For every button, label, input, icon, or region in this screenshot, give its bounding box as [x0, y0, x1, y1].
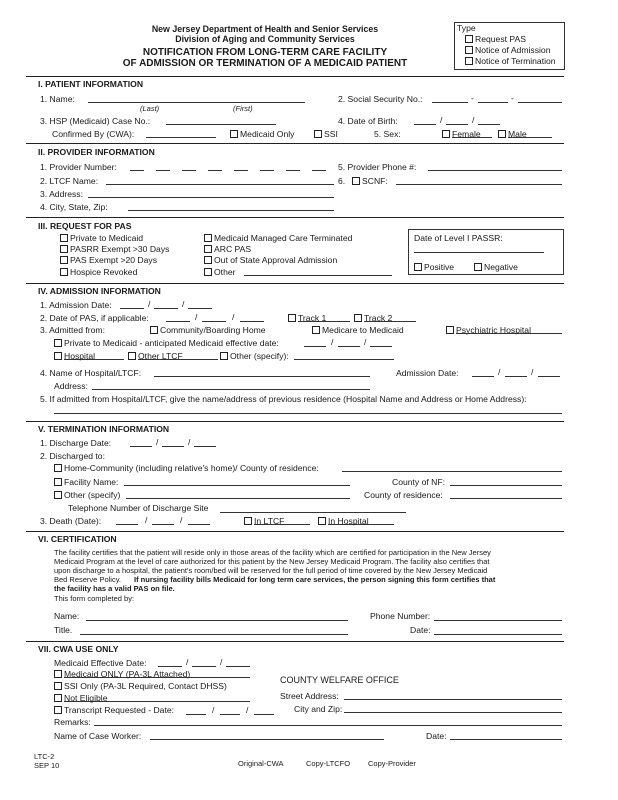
- cert-title-field[interactable]: [80, 634, 348, 635]
- dob-day[interactable]: [446, 124, 468, 125]
- checkbox[interactable]: [230, 130, 238, 138]
- admitted-other-field[interactable]: [294, 359, 394, 360]
- divider: [26, 217, 564, 218]
- passr-date-label: Date of Level I PASSR:: [414, 233, 503, 243]
- admitted-medicare[interactable]: Medicare to Medicaid: [312, 325, 404, 335]
- facility-name-field[interactable]: [124, 485, 350, 486]
- section-heading-certification: VI. CERTIFICATION: [38, 534, 117, 544]
- hsp-field[interactable]: [166, 124, 276, 125]
- passr-negative[interactable]: Negative: [474, 262, 518, 272]
- cert-date-field[interactable]: [434, 634, 562, 635]
- form-title-line2: OF ADMISSION OR TERMINATION OF A MEDICAID PATIENT: [122, 58, 408, 69]
- cert-name-label: Name:: [54, 611, 80, 621]
- admitted-other-specify[interactable]: Other (specify):: [220, 351, 289, 361]
- cwa-city-field[interactable]: [344, 712, 562, 713]
- dob-month[interactable]: [414, 124, 436, 125]
- city-state-zip-field[interactable]: [128, 210, 334, 211]
- scnf-option[interactable]: SCNF:: [352, 176, 388, 186]
- address-field[interactable]: [88, 197, 334, 198]
- copy-provider: Copy-Provider: [368, 759, 416, 768]
- divider: [26, 641, 564, 642]
- department-name: New Jersey Department of Health and Senior Services: [151, 24, 379, 34]
- cert-phone-label: Phone Number:: [370, 611, 431, 621]
- divider: [26, 143, 564, 144]
- track2-option[interactable]: Track 2: [354, 313, 392, 323]
- ltcf-name-label: 2. LTCF Name:: [40, 176, 99, 186]
- name-field[interactable]: [88, 102, 305, 103]
- checkbox[interactable]: [352, 177, 360, 185]
- divider: [26, 283, 564, 284]
- cert-name-field[interactable]: [86, 620, 348, 621]
- discharge-date-label: 1. Discharge Date:: [40, 438, 112, 448]
- sex-male-option[interactable]: Male: [498, 129, 527, 139]
- certification-text-4a: Bed Reserve Policy.: [54, 575, 121, 584]
- passr-date-field[interactable]: [414, 252, 544, 253]
- pas-exempt-20[interactable]: PAS Exempt >20 Days: [60, 255, 157, 265]
- copy-original: Original-CWA: [238, 759, 284, 768]
- county-residence-label: County of residence:: [364, 490, 443, 500]
- type-notice-admission[interactable]: Notice of Admission: [465, 45, 550, 55]
- certification-text-2: Medicaid Program at the level of care authorized for this patient by the New Jersey Medicaid Program. The facility also certifies that: [54, 557, 490, 566]
- ssn-field-3[interactable]: [518, 102, 562, 103]
- admitted-hospital[interactable]: Hospital: [54, 351, 95, 361]
- first-caption: (First): [233, 104, 253, 113]
- passr-positive[interactable]: Positive: [414, 262, 454, 272]
- checkbox[interactable]: [314, 130, 322, 138]
- divider: [26, 421, 564, 422]
- death-date-label: 3. Death (Date):: [40, 516, 102, 526]
- cwa-effective-date-label: Medicaid Effective Date:: [54, 658, 147, 668]
- pas-private-to-medicaid[interactable]: Private to Medicaid: [60, 233, 143, 243]
- ssn-field-1[interactable]: [432, 102, 468, 103]
- section-heading-termination: V. TERMINATION INFORMATION: [38, 424, 170, 434]
- previous-residence-label: 5. If admitted from Hospital/LTCF, give the name/address of previous residence (Hospital Name and Address or Home Address):: [40, 394, 527, 404]
- home-county-field[interactable]: [342, 471, 562, 472]
- discharged-to-label: 2. Discharged to:: [40, 451, 105, 461]
- admitted-community[interactable]: Community/Boarding Home: [150, 325, 266, 335]
- divider: [26, 531, 564, 532]
- pas-other[interactable]: Other: [204, 267, 236, 277]
- cwa-date-field[interactable]: [450, 739, 562, 740]
- divider: [26, 76, 564, 77]
- section-heading-admission: IV. ADMISSION INFORMATION: [38, 286, 161, 296]
- cwa-street-label: Street Address:: [280, 691, 339, 701]
- case-worker-label: Name of Case Worker:: [54, 731, 142, 741]
- pas-other-field[interactable]: [244, 275, 392, 276]
- pas-pasrr-exempt[interactable]: PASRR Exempt >30 Days: [60, 244, 169, 254]
- discharged-other[interactable]: Other (specify): [54, 490, 120, 500]
- pas-out-of-state[interactable]: Out of State Approval Admission: [204, 255, 337, 265]
- sex-label: 5. Sex:: [374, 129, 401, 139]
- checkbox[interactable]: [465, 46, 473, 54]
- hospital-ltcf-name-label: 4. Name of Hospital/LTCF:: [40, 368, 142, 378]
- type-label: Type: [457, 23, 476, 33]
- type-notice-termination[interactable]: Notice of Termination: [465, 56, 556, 66]
- provider-number-label: 1. Provider Number:: [40, 162, 117, 172]
- provider-phone-field[interactable]: [428, 170, 562, 171]
- cwa-medicaid-only[interactable]: Medicaid ONLY (PA-3L Attached): [54, 669, 190, 679]
- county-residence-field[interactable]: [450, 498, 562, 499]
- admission-date-label-2: Admission Date:: [396, 368, 459, 378]
- address-label: 3. Address:: [40, 189, 83, 199]
- cwa-not-eligible[interactable]: Not Eligible: [54, 693, 107, 703]
- medicaid-only-option[interactable]: Medicaid Only: [230, 129, 294, 139]
- county-nf-field[interactable]: [450, 485, 562, 486]
- death-in-ltcf[interactable]: In LTCF: [244, 516, 284, 526]
- certification-text-4b: If nursing facility bills Medicaid for long term care services, the person signing this form certifies that: [134, 575, 496, 584]
- ssi-option[interactable]: SSI: [314, 129, 338, 139]
- discharge-phone-label: Telephone Number of Discharge Site: [68, 503, 209, 513]
- section-heading-provider: II. PROVIDER INFORMATION: [38, 147, 155, 157]
- cwa-confirm-label: Confirmed By (CWA):: [52, 129, 135, 139]
- completed-by-label: This form completed by:: [54, 594, 135, 603]
- discharged-other-field[interactable]: [126, 498, 350, 499]
- division-name: Division of Aging and Community Services: [175, 34, 355, 44]
- pas-arc[interactable]: ARC PAS: [204, 244, 251, 254]
- previous-residence-field[interactable]: [54, 413, 562, 414]
- discharged-home[interactable]: Home-Community (including relative's home)/ County of residence:: [54, 463, 319, 473]
- checkbox[interactable]: [465, 35, 473, 43]
- discharge-phone-field[interactable]: [220, 512, 406, 513]
- admitted-other-ltcf[interactable]: Other LTCF: [128, 351, 183, 361]
- remarks-label: Remarks:: [54, 717, 91, 727]
- cert-date-label: Date:: [410, 625, 431, 635]
- discharged-facility[interactable]: Facility Name:: [54, 477, 118, 487]
- hospital-address-field[interactable]: [92, 389, 370, 390]
- city-state-zip-label: 4. City, State, Zip:: [40, 202, 108, 212]
- section-heading-cwa: VII. CWA USE ONLY: [38, 644, 119, 654]
- track1-option[interactable]: Track 1: [288, 313, 326, 323]
- county-welfare-office-label: COUNTY WELFARE OFFICE: [280, 675, 399, 685]
- death-in-hospital[interactable]: In Hospital: [318, 516, 369, 526]
- ssn-field-2[interactable]: [478, 102, 508, 103]
- checkbox[interactable]: [498, 130, 506, 138]
- last-caption: (Last): [140, 104, 160, 113]
- remarks-field[interactable]: [94, 725, 562, 726]
- cwa-ssi-only[interactable]: SSI Only (PA-3L Required, Contact DHSS): [54, 681, 227, 691]
- case-worker-field[interactable]: [150, 739, 384, 740]
- type-request-pas[interactable]: Request PAS: [465, 34, 526, 44]
- hospital-address-label: Address:: [54, 381, 88, 391]
- hsp-label: 3. HSP (Medicaid) Case No.:: [40, 116, 151, 126]
- provider-phone-label: 5. Provider Phone #:: [338, 162, 417, 172]
- copy-ltcfo: Copy-LTCFO: [306, 759, 351, 768]
- name-label: 1. Name:: [40, 94, 75, 104]
- section-heading-patient: I. PATIENT INFORMATION: [38, 79, 144, 89]
- hospital-ltcf-name-field[interactable]: [154, 376, 370, 377]
- pas-hospice-revoked[interactable]: Hospice Revoked: [60, 267, 137, 277]
- checkbox[interactable]: [465, 57, 473, 65]
- pas-date-label: 2. Date of PAS, if applicable:: [40, 313, 149, 323]
- pas-managed-care-terminated[interactable]: Medicaid Managed Care Terminated: [204, 233, 352, 243]
- cert-phone-field[interactable]: [434, 620, 562, 621]
- section-heading-request-pas: III. REQUEST FOR PAS: [38, 221, 132, 231]
- ltcf-name-field[interactable]: [106, 184, 334, 185]
- admission-date-label: 1. Admission Date:: [40, 300, 112, 310]
- form-title-line1: NOTIFICATION FROM LONG-TERM CARE FACILITY: [142, 47, 388, 58]
- admitted-psychiatric[interactable]: Psychiatric Hospital: [446, 325, 531, 335]
- form-number: LTC-2: [34, 752, 55, 761]
- certification-text-1: The facility certifies that the patient will reside only in those areas of the facility which are certified for participation in the New Jersey: [54, 548, 491, 557]
- certification-text-5: the facility has a valid PAS on file.: [54, 584, 175, 593]
- scnf-number: 6.: [338, 176, 346, 186]
- admitted-private-medicaid[interactable]: Private to Medicaid - anticipated Medicaid effective date:: [54, 338, 279, 348]
- cert-title-label: Title.: [54, 625, 73, 635]
- dob-label: 4. Date of Birth:: [338, 116, 398, 126]
- cwa-confirm-field[interactable]: [146, 137, 216, 138]
- certification-text-3: upon discharge to a hospital, the patient's room/bed will be reserved for the full period of time covered by the New Jersey Medicaid: [54, 566, 488, 575]
- cwa-city-label: City and Zip:: [294, 704, 343, 714]
- cwa-street-field[interactable]: [344, 699, 562, 700]
- dob-year[interactable]: [478, 124, 500, 125]
- county-nf-label: County of NF:: [392, 477, 446, 487]
- form-revision: SEP 10: [34, 761, 60, 770]
- ssn-label: 2. Social Security No.:: [338, 94, 423, 104]
- cwa-date-label: Date:: [426, 731, 447, 741]
- sex-female-option[interactable]: Female: [442, 129, 481, 139]
- scnf-field[interactable]: [396, 184, 562, 185]
- checkbox[interactable]: [442, 130, 450, 138]
- admitted-from-label: 3. Admitted from:: [40, 325, 105, 335]
- cwa-transcript-requested[interactable]: Transcript Requested - Date:: [54, 705, 174, 715]
